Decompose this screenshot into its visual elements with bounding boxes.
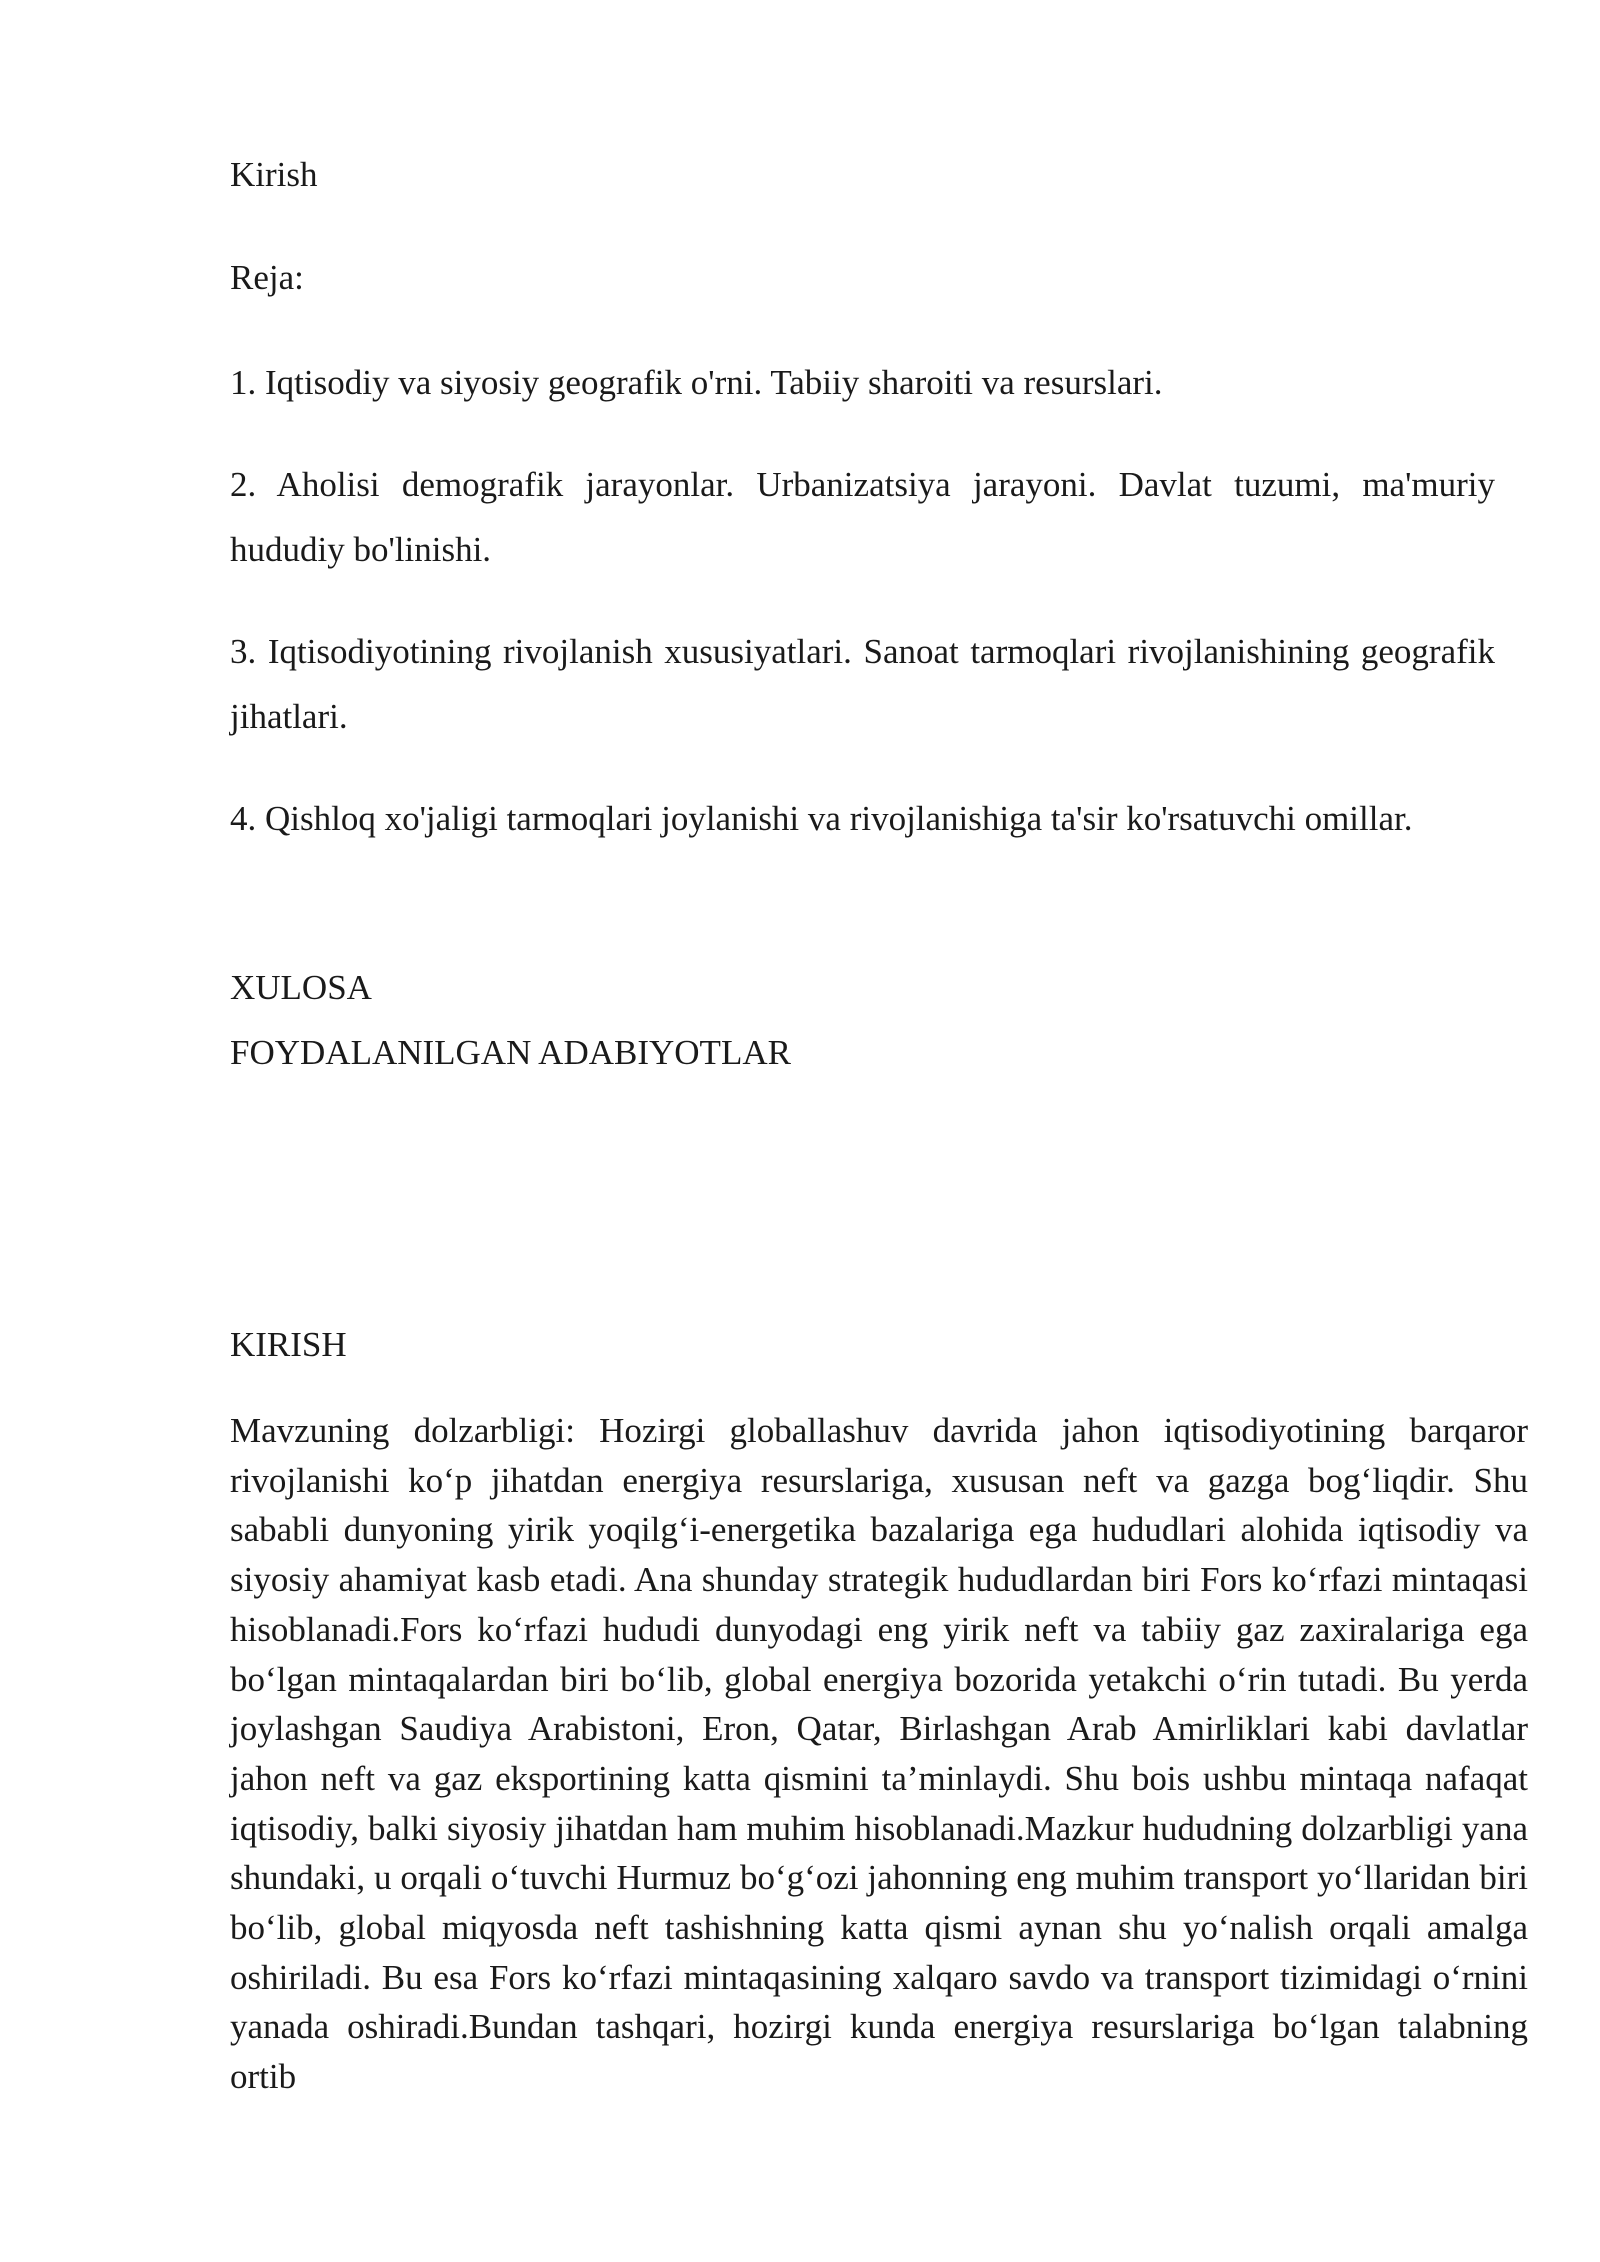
- reja-label: Reja:: [230, 258, 304, 297]
- plan-item-3: 3. Iqtisodiyotining rivojlanish xususiyatlari. Sanoat tarmoqlari rivojlanishining geografik jihatlari.: [230, 632, 1495, 736]
- plan-item-1: 1. Iqtisodiy va siyosiy geografik o'rni. Tabiiy sharoiti va resurslari.: [230, 363, 1163, 402]
- plan-intro: Kirish: [230, 155, 318, 194]
- section-heading: KIRISH: [230, 1325, 347, 1364]
- plan-item-2: 2. Aholisi demografik jarayonlar. Urbanizatsiya jarayoni. Davlat tuzumi, ma'muriy hududiy bo'linishi.: [230, 465, 1495, 569]
- conclusion-heading: XULOSA: [230, 968, 372, 1007]
- plan-item-4: 4. Qishloq xo'jaligi tarmoqlari joylanishi va rivojlanishiga ta'sir ko'rsatuvchi omillar.: [230, 799, 1413, 838]
- intro-paragraph: Mavzuning dolzarbligi: Hozirgi globallashuv davrida jahon iqtisodiyotining barqaror rivojlanishi ko‘p jihatdan energiya resurslariga, xususan neft va gazga bog‘liqdir. Shu sababli dunyoning yirik yoqilg‘i-energetika bazalariga ega hududlari alohida iqtisodiy va siyosiy ahamiyat kasb etadi. Ana shunday strategik hududlardan biri Fors ko‘rfazi mintaqasi hisoblanadi.Fors ko‘rfazi hududi dunyodagi eng yirik neft va tabiiy gaz zaxiralariga ega bo‘lgan mintaqalardan biri bo‘lib, global energiya bozorida yetakchi o‘rin tutadi. Bu yerda joylashgan Saudiya Arabistoni, Eron, Qatar, Birlashgan Arab Amirliklari kabi davlatlar jahon neft va gaz eksportining katta qismini ta’minlaydi. Shu bois ushbu mintaqa nafaqat iqtisodiy, balki siyosiy jihatdan ham muhim hisoblanadi.Mazkur hududning dolzarbligi yana shundaki, u orqali o‘tuvchi Hurmuz bo‘g‘ozi jahonning eng muhim transport yo‘llaridan biri bo‘lib, global miqyosda neft tashishning katta qismi aynan shu yo‘nalish orqali amalga oshiriladi. Bu esa Fors ko‘rfazi mintaqasining xalqaro savdo va transport tizimidagi o‘rnini yanada oshiradi.Bundan tashqari, hozirgi kunda energiya resurslariga bo‘lgan talabning ortib: [230, 1411, 1528, 2097]
- references-heading: FOYDALANILGAN ADABIYOTLAR: [230, 1033, 791, 1072]
